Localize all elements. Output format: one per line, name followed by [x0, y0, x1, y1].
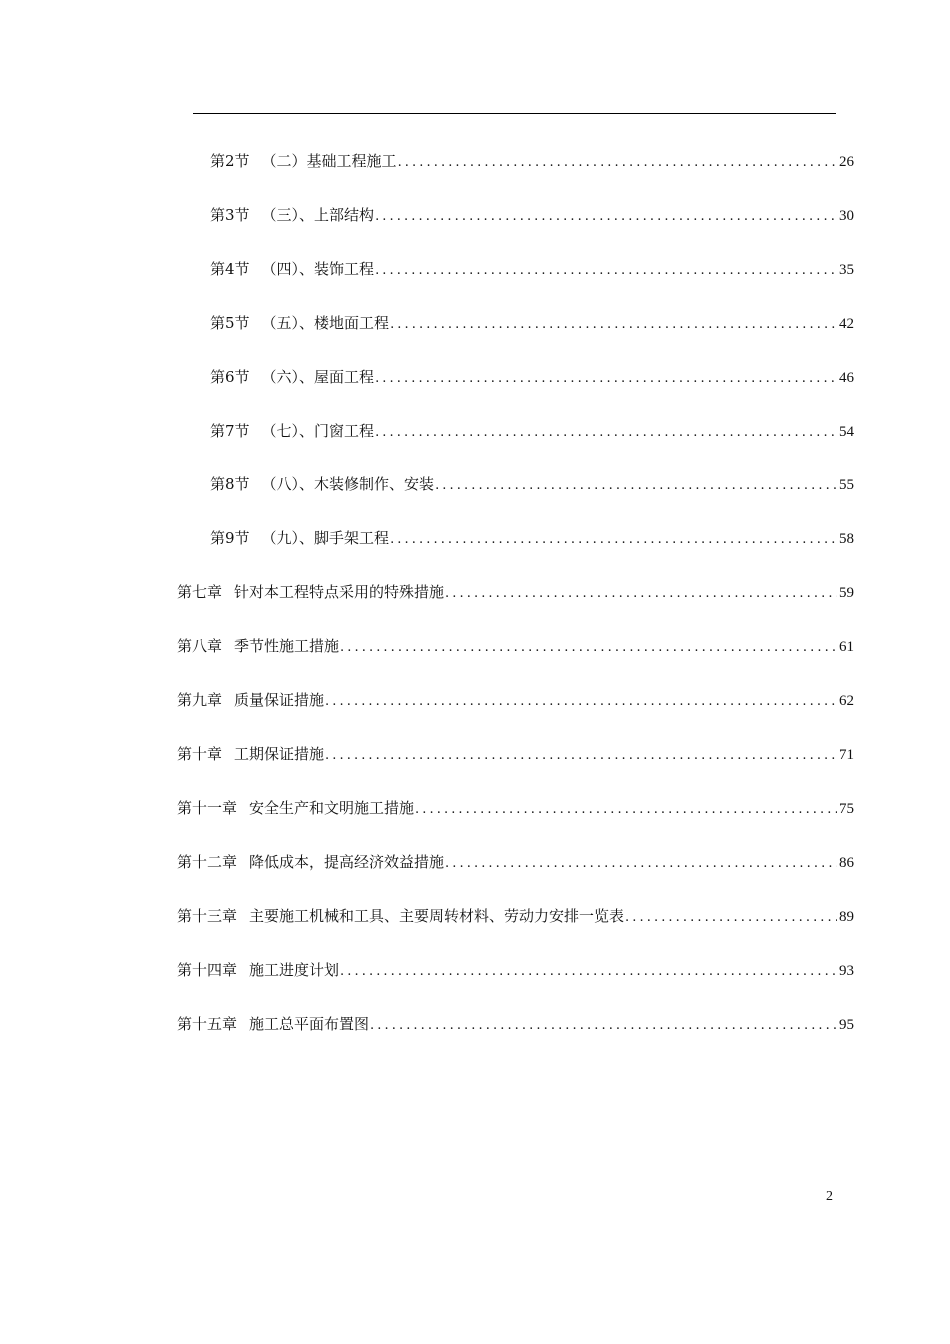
toc-entry-title: （三）、上部结构 — [261, 206, 375, 224]
toc-entry-number: 第十二章 — [177, 853, 238, 871]
toc-entry-number: 第七章 — [177, 583, 223, 601]
toc-dot-leader — [325, 744, 837, 768]
toc-entry[interactable] — [210, 311, 854, 335]
toc-entry-page: 58 — [839, 531, 854, 547]
toc-entry[interactable] — [210, 365, 854, 389]
toc-entry-title: 安全生产和文明施工措施 — [249, 799, 415, 817]
toc-entry-number: 第八章 — [177, 637, 223, 655]
toc-dot-leader — [325, 690, 837, 714]
toc-entry-page: 93 — [839, 963, 854, 979]
toc-entry-number: 第2节 — [210, 152, 250, 170]
toc-entry-title: （九）、脚手架工程 — [261, 529, 390, 547]
toc-entry-title: （八）、木装修制作、安装 — [261, 475, 435, 493]
toc-entry[interactable] — [177, 904, 854, 928]
toc-entry[interactable] — [177, 634, 854, 658]
toc-entry-number: 第9节 — [210, 529, 250, 547]
toc-dot-leader — [435, 474, 837, 498]
toc-entry-number: 第十五章 — [177, 1015, 238, 1033]
toc-dot-leader — [375, 421, 837, 445]
toc-entry-title: （六）、屋面工程 — [261, 368, 375, 386]
toc-entry-page: 26 — [839, 154, 854, 170]
toc-entry-title: 工期保证措施 — [234, 745, 325, 763]
toc-entry-number: 第7节 — [210, 422, 250, 440]
toc-entry[interactable] — [177, 742, 854, 766]
toc-entry[interactable] — [210, 526, 854, 550]
toc-dot-leader — [375, 367, 837, 391]
toc-entry-page: 61 — [839, 639, 854, 655]
toc-dot-leader — [390, 528, 837, 552]
toc-entry-page: 46 — [839, 370, 854, 386]
toc-entry-page: 95 — [839, 1017, 854, 1033]
toc-entry[interactable] — [210, 472, 854, 496]
toc-entry-title: 质量保证措施 — [234, 691, 325, 709]
toc-entry-page: 35 — [839, 262, 854, 278]
toc-entry-number: 第十三章 — [177, 907, 238, 925]
toc-entry-title: （七）、门窗工程 — [261, 422, 375, 440]
toc-entry[interactable] — [210, 203, 854, 227]
toc-entry-page: 30 — [839, 208, 854, 224]
toc-entry-title: （二）基础工程施工 — [261, 152, 397, 170]
toc-entry-page: 71 — [839, 747, 854, 763]
header-rule — [193, 113, 836, 114]
toc-dot-leader — [390, 313, 837, 337]
toc-entry[interactable] — [177, 688, 854, 712]
toc-entry-number: 第4节 — [210, 260, 250, 278]
page-number: 2 — [826, 1189, 833, 1204]
toc-entry[interactable] — [210, 257, 854, 281]
toc-entry[interactable] — [177, 1012, 854, 1036]
toc-dot-leader — [415, 798, 837, 822]
toc-entry-title: （五）、楼地面工程 — [261, 314, 390, 332]
toc-entry[interactable] — [177, 850, 854, 874]
toc-entry-title: 针对本工程特点采用的特殊措施 — [234, 583, 445, 601]
toc-dot-leader — [375, 259, 837, 283]
toc-entry-page: 75 — [839, 801, 854, 817]
toc-entry-number: 第6节 — [210, 368, 250, 386]
toc-entry[interactable] — [210, 419, 854, 443]
toc-dot-leader — [625, 906, 837, 930]
toc-dot-leader — [340, 636, 837, 660]
toc-entry-number: 第8节 — [210, 475, 250, 493]
toc-entry[interactable] — [177, 580, 854, 604]
toc-entry[interactable] — [177, 796, 854, 820]
toc-dot-leader — [340, 960, 837, 984]
toc-entry-page: 42 — [839, 316, 854, 332]
toc-entry[interactable] — [177, 958, 854, 982]
toc-dot-leader — [445, 852, 837, 876]
toc-entry-number: 第5节 — [210, 314, 250, 332]
toc-entry-page: 54 — [839, 424, 854, 440]
toc-dot-leader — [398, 151, 837, 175]
toc-entry-number: 第3节 — [210, 206, 250, 224]
toc-entry-title: 施工总平面布置图 — [249, 1015, 370, 1033]
toc-dot-leader — [370, 1014, 837, 1038]
toc-entry-page: 55 — [839, 477, 854, 493]
toc-entry-number: 第十章 — [177, 745, 223, 763]
toc-entry-number: 第九章 — [177, 691, 223, 709]
toc-entry-title: 主要施工机械和工具、主要周转材料、劳动力安排一览表 — [249, 907, 625, 925]
toc-entry-page: 59 — [839, 585, 854, 601]
toc-dot-leader — [445, 582, 837, 606]
toc-entry-page: 86 — [839, 855, 854, 871]
toc-entry-title: （四）、装饰工程 — [261, 260, 375, 278]
toc-entry[interactable] — [210, 149, 854, 173]
toc-entry-page: 62 — [839, 693, 854, 709]
toc-entry-page: 89 — [839, 909, 854, 925]
toc-entry-number: 第十一章 — [177, 799, 238, 817]
toc-entry-title: 降低成本，提高经济效益措施 — [249, 853, 445, 871]
toc-dot-leader — [375, 205, 837, 229]
toc-entry-title: 季节性施工措施 — [234, 637, 340, 655]
toc-entry-number: 第十四章 — [177, 961, 238, 979]
toc-entry-title: 施工进度计划 — [249, 961, 340, 979]
